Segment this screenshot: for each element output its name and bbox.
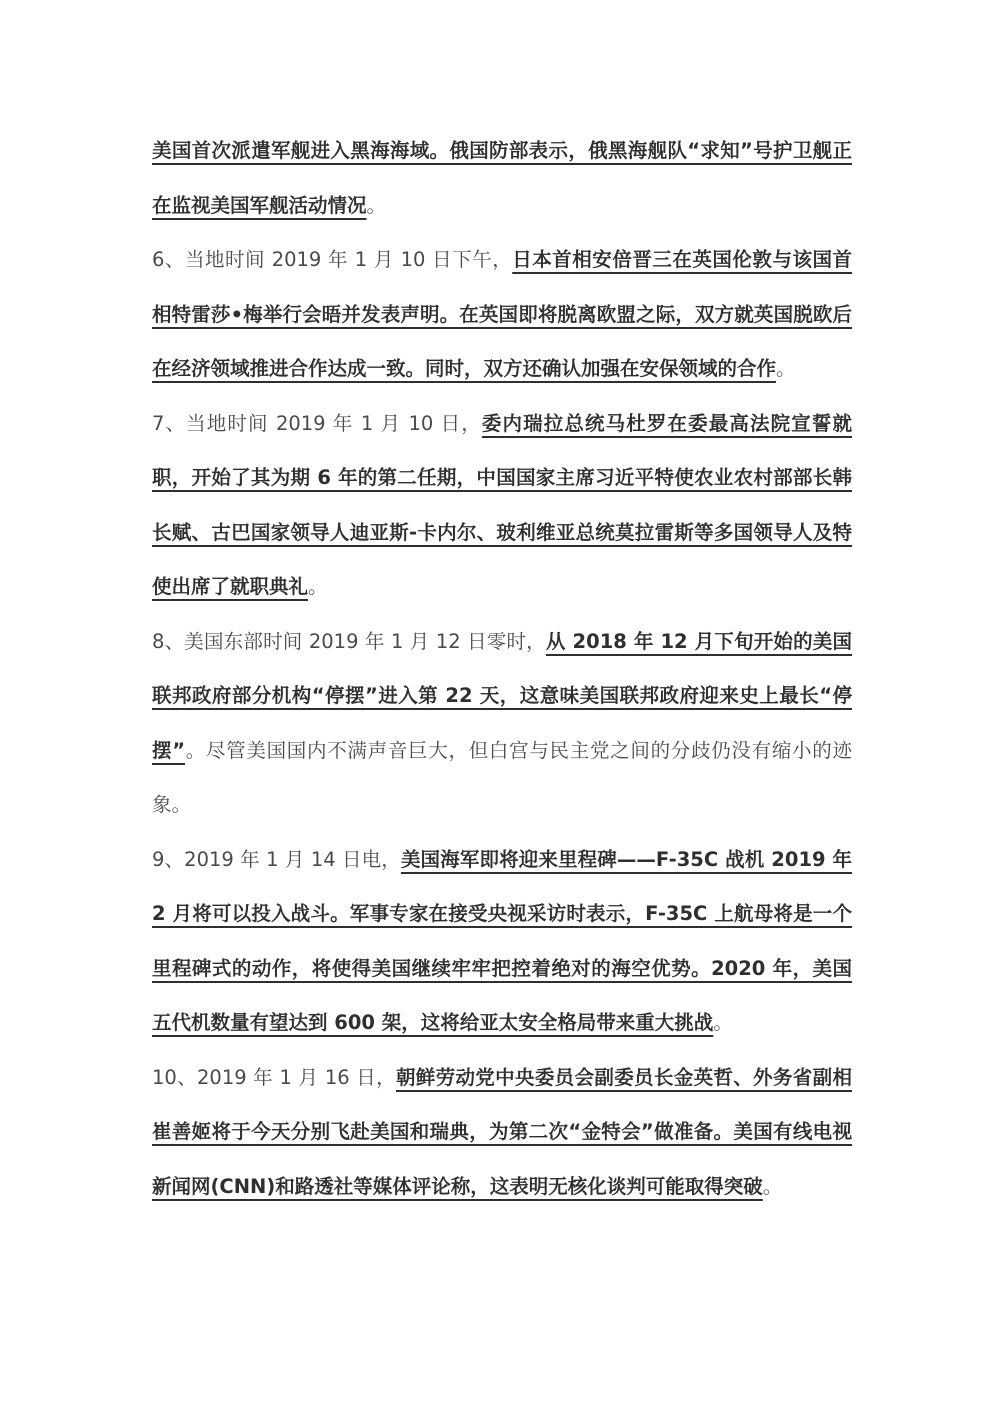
plain-text: 。 — [762, 1174, 783, 1198]
paragraph-item-7 — [152, 397, 852, 615]
item-lead-text: 10、2019 年 1 月 16 日， — [152, 1065, 396, 1089]
paragraph-item-9 — [152, 833, 852, 1051]
item-lead-text: 8、美国东部时间 2019 年 1 月 12 日零时， — [152, 629, 546, 653]
plain-text: 。 — [776, 357, 796, 380]
paragraph-item-6 — [152, 233, 852, 397]
underlined-text: 委内瑞拉总统马杜罗在委最高法院宣誓就职，开始了其为期 6 年的第二任期，中国国家主席习近平特使农业农村部部长韩长赋、古巴国家领导人迪亚斯-卡内尔、玻利维亚总统莫拉雷斯等多国领导人及特使出席了就职典礼 — [152, 411, 852, 598]
plain-text: 。 — [308, 575, 328, 598]
underlined-text: 日本首相安倍晋三在英国伦敦与该国首相特雷莎•梅举行会晤并发表声明。在英国即将脱离欧盟之际，双方就英国脱欧后在经济领域推进合作达成一致。同时，双方还确认加强在安保领域的合作 — [152, 248, 852, 380]
item-lead-text: 9、2019 年 1 月 14 日电， — [152, 847, 401, 871]
item-lead-text: 7、当地时间 2019 年 1 月 10 日， — [152, 411, 482, 435]
underlined-text: 美国首次派遣军舰进入黑海海域。俄国防部表示，俄黑海舰队“求知”号护卫舰正在监视美国军舰活动情况 — [152, 139, 852, 217]
paragraph-continuation — [152, 124, 852, 233]
plain-text: 。 — [366, 193, 387, 217]
document-body — [152, 124, 852, 1214]
underlined-text: 从 2018 年 12 月下旬开始的美国联邦政府部分机构“停摆”进入第 22 天，这意味美国联邦政府迎来史上最长“停摆” — [152, 629, 852, 762]
paragraph-item-8 — [152, 615, 852, 833]
plain-text: 。 — [713, 1011, 733, 1034]
underlined-text: 朝鲜劳动党中央委员会副委员长金英哲、外务省副相崔善姬将于今天分别飞赴美国和瑞典，为第二次“金特会”做准备。美国有线电视新闻网(CNN)和路透社等媒体评论称，这表明无核化谈判可能取得突破 — [152, 1065, 852, 1198]
underlined-text: 美国海军即将迎来里程碑——F-35C 战机 2019 年 2 月将可以投入战斗。军事专家在接受央视采访时表示，F-35C 上航母将是一个里程碑式的动作，将使得美国继续牢牢把控着绝对的海空优势。2020 年，美国五代机数量有望达到 600 架，这将给亚太安全格局带来重大挑战 — [152, 847, 853, 1034]
paragraph-item-10 — [152, 1051, 852, 1215]
plain-text: 。尽管美国国内不满声音巨大，但白宫与民主党之间的分歧仍没有缩小的迹象。 — [152, 738, 852, 816]
item-lead-text: 6、当地时间 2019 年 1 月 10 日下午， — [152, 248, 513, 271]
